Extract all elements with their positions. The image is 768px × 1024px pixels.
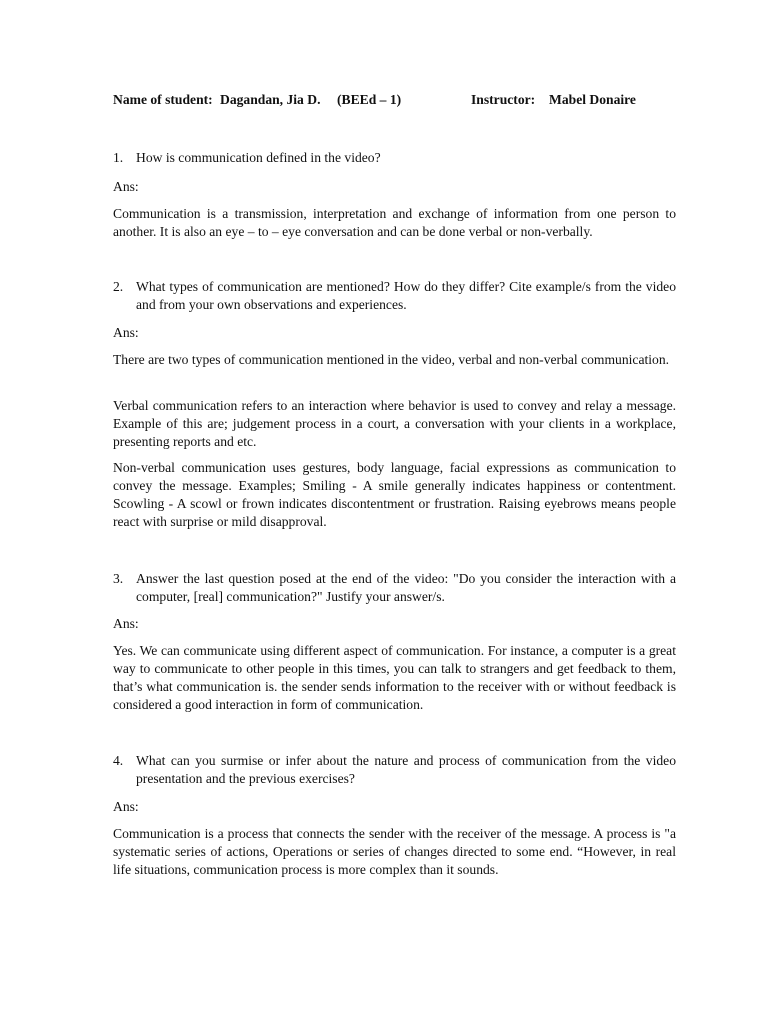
question-number: 2.	[113, 279, 124, 294]
answer-paragraph: Yes. We can communicate using different aspect of communication. For instance, a computer is a great way to communicate to other people in this times, you can talk to strangers and get feedback to them, that’s what communication is. the sender sends information to the receiver with or without feedback is considered a good interaction in form of communication.	[113, 643, 676, 712]
student-name: Dagandan, Jia D.	[220, 92, 321, 107]
student-label: Name of student:	[113, 92, 213, 107]
answer-paragraph: There are two types of communication mentioned in the video, verbal and non-verbal communication.	[113, 352, 670, 367]
question-2	[113, 278, 676, 314]
question-number: 3.	[113, 571, 124, 586]
answer-paragraph: Non-verbal communication uses gestures, body language, facial expressions as communication to convey the message. Examples; Smiling - A smile generally indicates happiness or contentment. Scowling - A scowl or frown indicates discontentment or frustration. Raising eyebrows means people react with surprise or mild disapproval.	[113, 460, 676, 529]
answer-paragraph: Verbal communication refers to an interaction where behavior is used to convey and relay a message. Example of this are; judgement process in a court, a conversation with your clients in a workplace, presenting reports and etc.	[113, 398, 676, 449]
question-text: What can you surmise or infer about the nature and process of communication from the video presentation and the previous exercises?	[136, 753, 676, 786]
question-3	[113, 570, 676, 606]
question-number: 1.	[113, 150, 124, 165]
answer-label: Ans:	[113, 179, 139, 194]
answer-label: Ans:	[113, 325, 139, 340]
answer-paragraph: Communication is a transmission, interpretation and exchange of information from one person to another. It is also an eye – to – eye conversation and can be done verbal or non-verbally.	[113, 206, 676, 239]
answer-paragraph: Communication is a process that connects the sender with the receiver of the message. A process is "a systematic series of actions, Operations or series of changes directed to some end. “However, in real life situations, communication process is more complex than it sounds.	[113, 826, 676, 877]
question-1	[113, 149, 676, 167]
question-text: Answer the last question posed at the end of the video: "Do you consider the interaction with a computer, [real] communication?" Justify your answer/s.	[136, 571, 676, 604]
question-number: 4.	[113, 753, 124, 768]
instructor-label: Instructor:	[471, 92, 536, 107]
question-text: How is communication defined in the video?	[136, 150, 381, 165]
instructor-name: Mabel Donaire	[549, 92, 636, 107]
answer-label: Ans:	[113, 616, 139, 631]
question-text: What types of communication are mentioned? How do they differ? Cite example/s from the video and from your own observations and experiences.	[136, 279, 676, 312]
question-4	[113, 752, 676, 788]
course-code: (BEEd – 1)	[337, 92, 402, 107]
answer-label: Ans:	[113, 799, 139, 814]
